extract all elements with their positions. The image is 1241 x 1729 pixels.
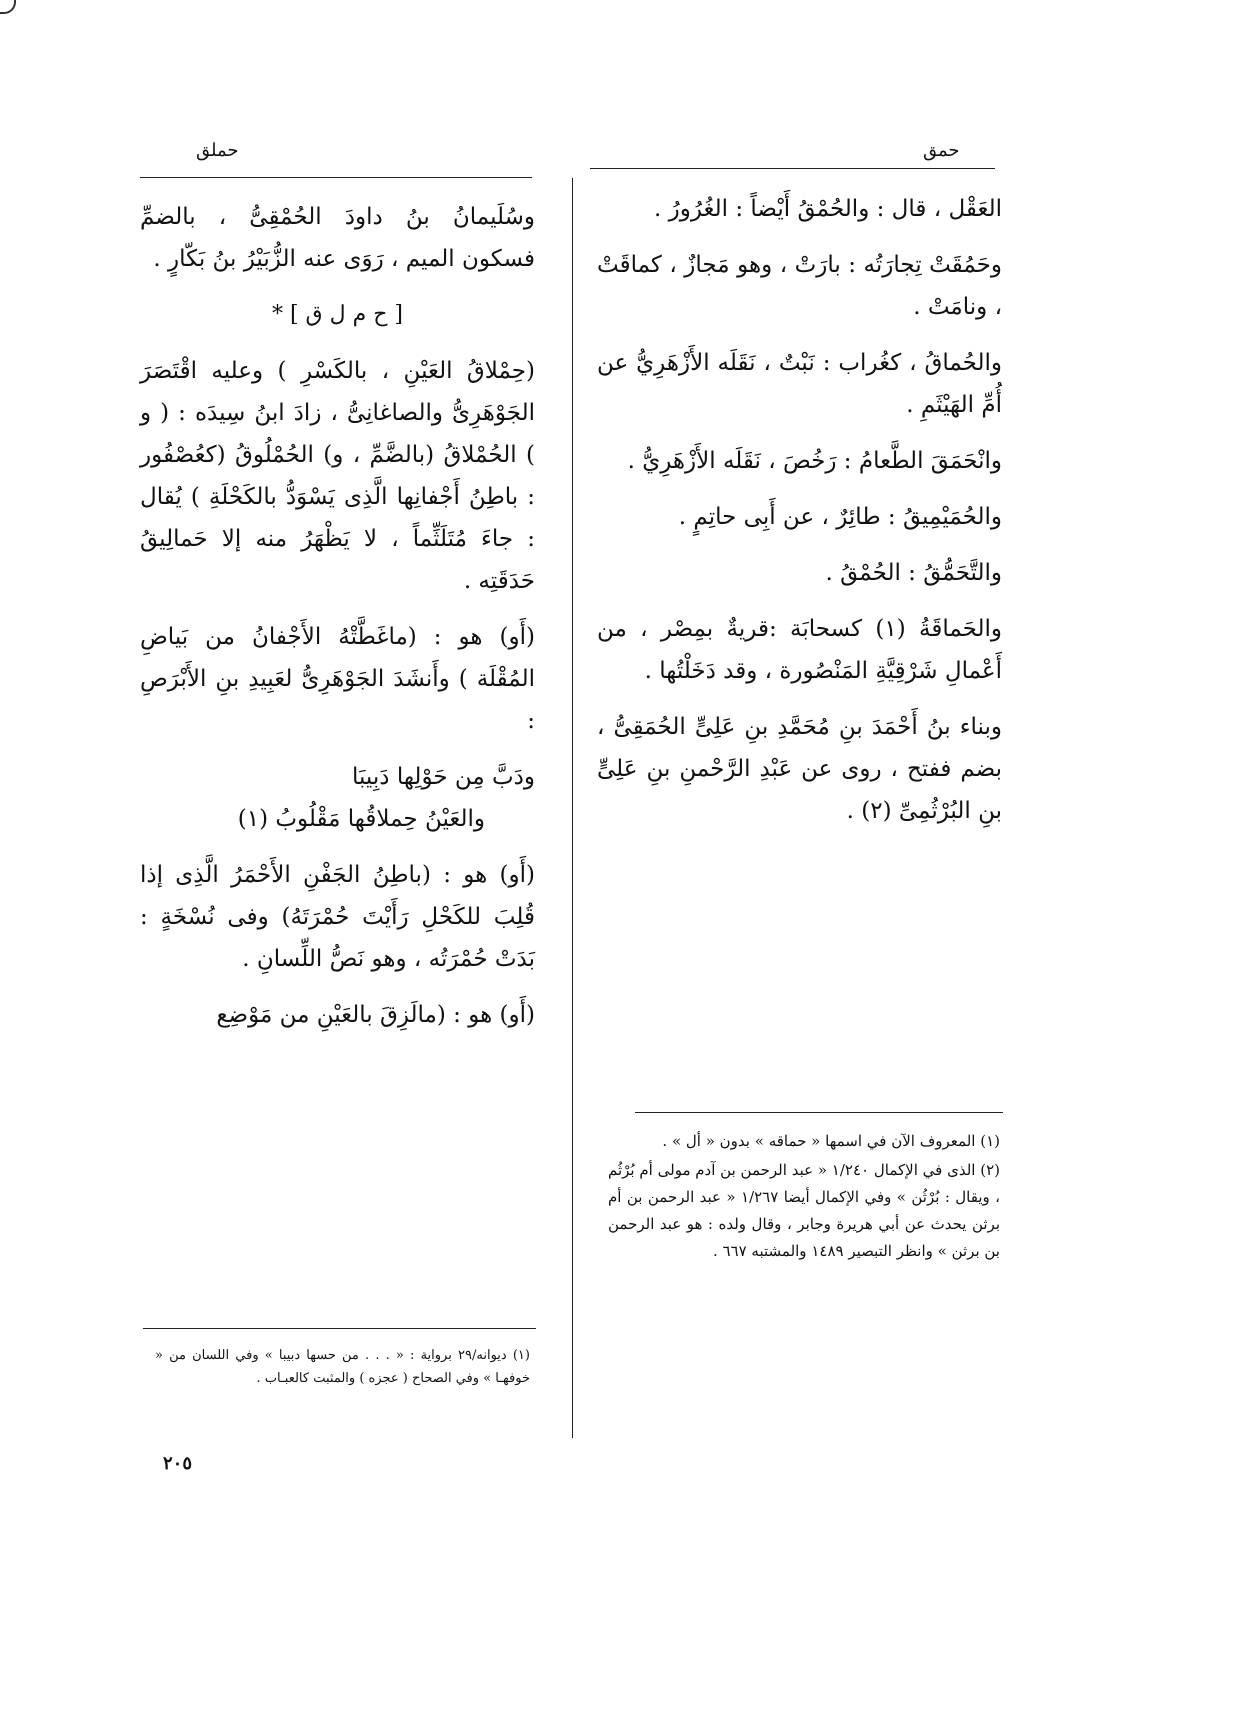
left-footnotes [155,1344,530,1392]
entry-heading: [ ح م ل ق ] * [271,302,403,327]
column-divider [572,178,573,1438]
right-paragraph: وحَمُقَتْ تِجارَتُه : بارَتْ ، وهو مَجازٌ ، كماقَتْ ، ونامَتْ . [597,252,1002,320]
left-paragraph: (أَو) هو : (مالَزِقَ بالعَيْنِ من مَوْضِع [216,1002,535,1028]
right-footnotes [608,1128,1000,1267]
right-header-rule [590,168,995,169]
left-header-rule [140,177,532,178]
right-footnote: (١) المعروف الآن في اسمها « حماقه » بدون « أل » . [662,1132,1000,1150]
left-footnote-rule [143,1328,536,1329]
left-running-header: حملق [196,140,239,161]
right-footnote-rule [635,1112,1003,1113]
right-paragraph: وبناء بنُ أَحْمَدَ بنِ مُحَمَّدِ بنِ عَلِىٍّ الحُمَقِىُّ ، بضم ففتح ، روى عن عَبْدِ الرَّحْمنِ بنِ عَلِىٍّ بنِ البُرْثُمِىِّ (٢) . [597,714,1002,824]
left-intro: وسُلَيمانُ بنُ داودَ الحُمْقِىُّ ، بالضمِّ فسكون الميم ، رَوَى عنه الزُّبَيْرُ بنُ بَكّارٍ . [140,204,535,272]
right-paragraph: العَقْل ، قال : والحُمْقُ أَيْضاً : الغُرُورُ . [654,196,1002,222]
verse-line: والعَيْنُ حِملاقُها مَقْلُوبُ (١) [237,806,485,832]
page-number: ٢٠٥ [163,1453,193,1474]
right-paragraph: والتَّحَمُّقُ : الحُمْقُ . [825,560,1002,586]
right-paragraph: وانْحَمَقَ الطَّعامُ : رَخُصَ ، نَقَلَه الأَزْهَرِيُّ . [627,448,1002,474]
left-column [140,196,535,1050]
right-footnote: (٢) الذى في الإكمال ١/٢٤٠ « عبد الرحمن بن آدم مولى أم بُرْثُم ، ويقال : بُرْثُن » وفي الإكمال أيضا ١/٢٦٧ « عبد الرحمن بن أم برثن يحدث عن أبي هريرة وجابر ، وقال ولده : هو عبد الرحمن بن برثن » وانظر التبصير ١٤٨٩ والمشتبه ٦٦٧ . [608,1161,1001,1260]
right-column [597,188,1002,846]
verse-line: ودَبَّ مِن حَوْلِها دَبِيبَا [351,764,535,790]
right-running-header: حمق [923,140,960,161]
left-paragraph: (حِمْلاقُ العَيْنِ ، بالكَسْرِ ) وعليه اقْتَصَرَ الجَوْهَرِىُّ والصاغانِىُّ ، زادَ ابنُ سِيدَه : ( و ) الحُمْلاقُ (بالضَّمِّ ، و) الحُمْلُوقُ (كعُصْفُور : باطِنُ أَجْفانِها الَّذِى يَسْوَدُّ بالكَحْلَةِ ) يُقال : جاءَ مُتَلَثِّماً ، لا يَظْهَرُ منه إلا حَمالِيقُ حَدَقَتِه . [140,358,535,594]
poem-verse [140,756,535,840]
scan-mark [0,0,16,14]
right-paragraph: والحُماقُ ، كغُراب : نَبْتٌ ، نَقَلَه الأَزْهَرِيُّ عن أُمِّ الهَيْثَمِ . [597,350,1002,418]
left-paragraph: (أَو) هو : (باطِنُ الجَفْنِ الأَحْمَرُ الَّذِى إذا قُلِبَ للكَحْلِ رَأَيْتَ حُمْرَتَهُ) وفى نُسْخَةٍ : بَدَتْ حُمْرَتُه ، وهو نَصُّ اللِّسانِ . [140,862,535,972]
left-footnote: (١) ديوانه/٢٩ برواية : « . . . من حسها دبيبا » وفي اللسان من « خوفهـا » وفي الصحاح ( عجزه ) والمثبت كالعبـاب . [155,1348,530,1386]
right-paragraph: والحَماقَةُ (١) كسحابَة :قريةٌ بمِصْر ، من أَعْمالِ شَرْقِيَّةِ المَنْصُورة ، وقد دَخَلْتُها . [597,616,1002,684]
left-paragraph: (أَو) هو : (ماغَطَّتْهُ الأَجْفانُ من بَياضِ المُقْلَة ) وأَنشَدَ الجَوْهَرِىُّ لعَبِيدِ بنِ الأَبْرَصِ : [140,624,535,734]
right-paragraph: والحُمَيْمِيقُ : طائِرٌ ، عن أَبِى حاتِمٍ . [678,504,1002,530]
